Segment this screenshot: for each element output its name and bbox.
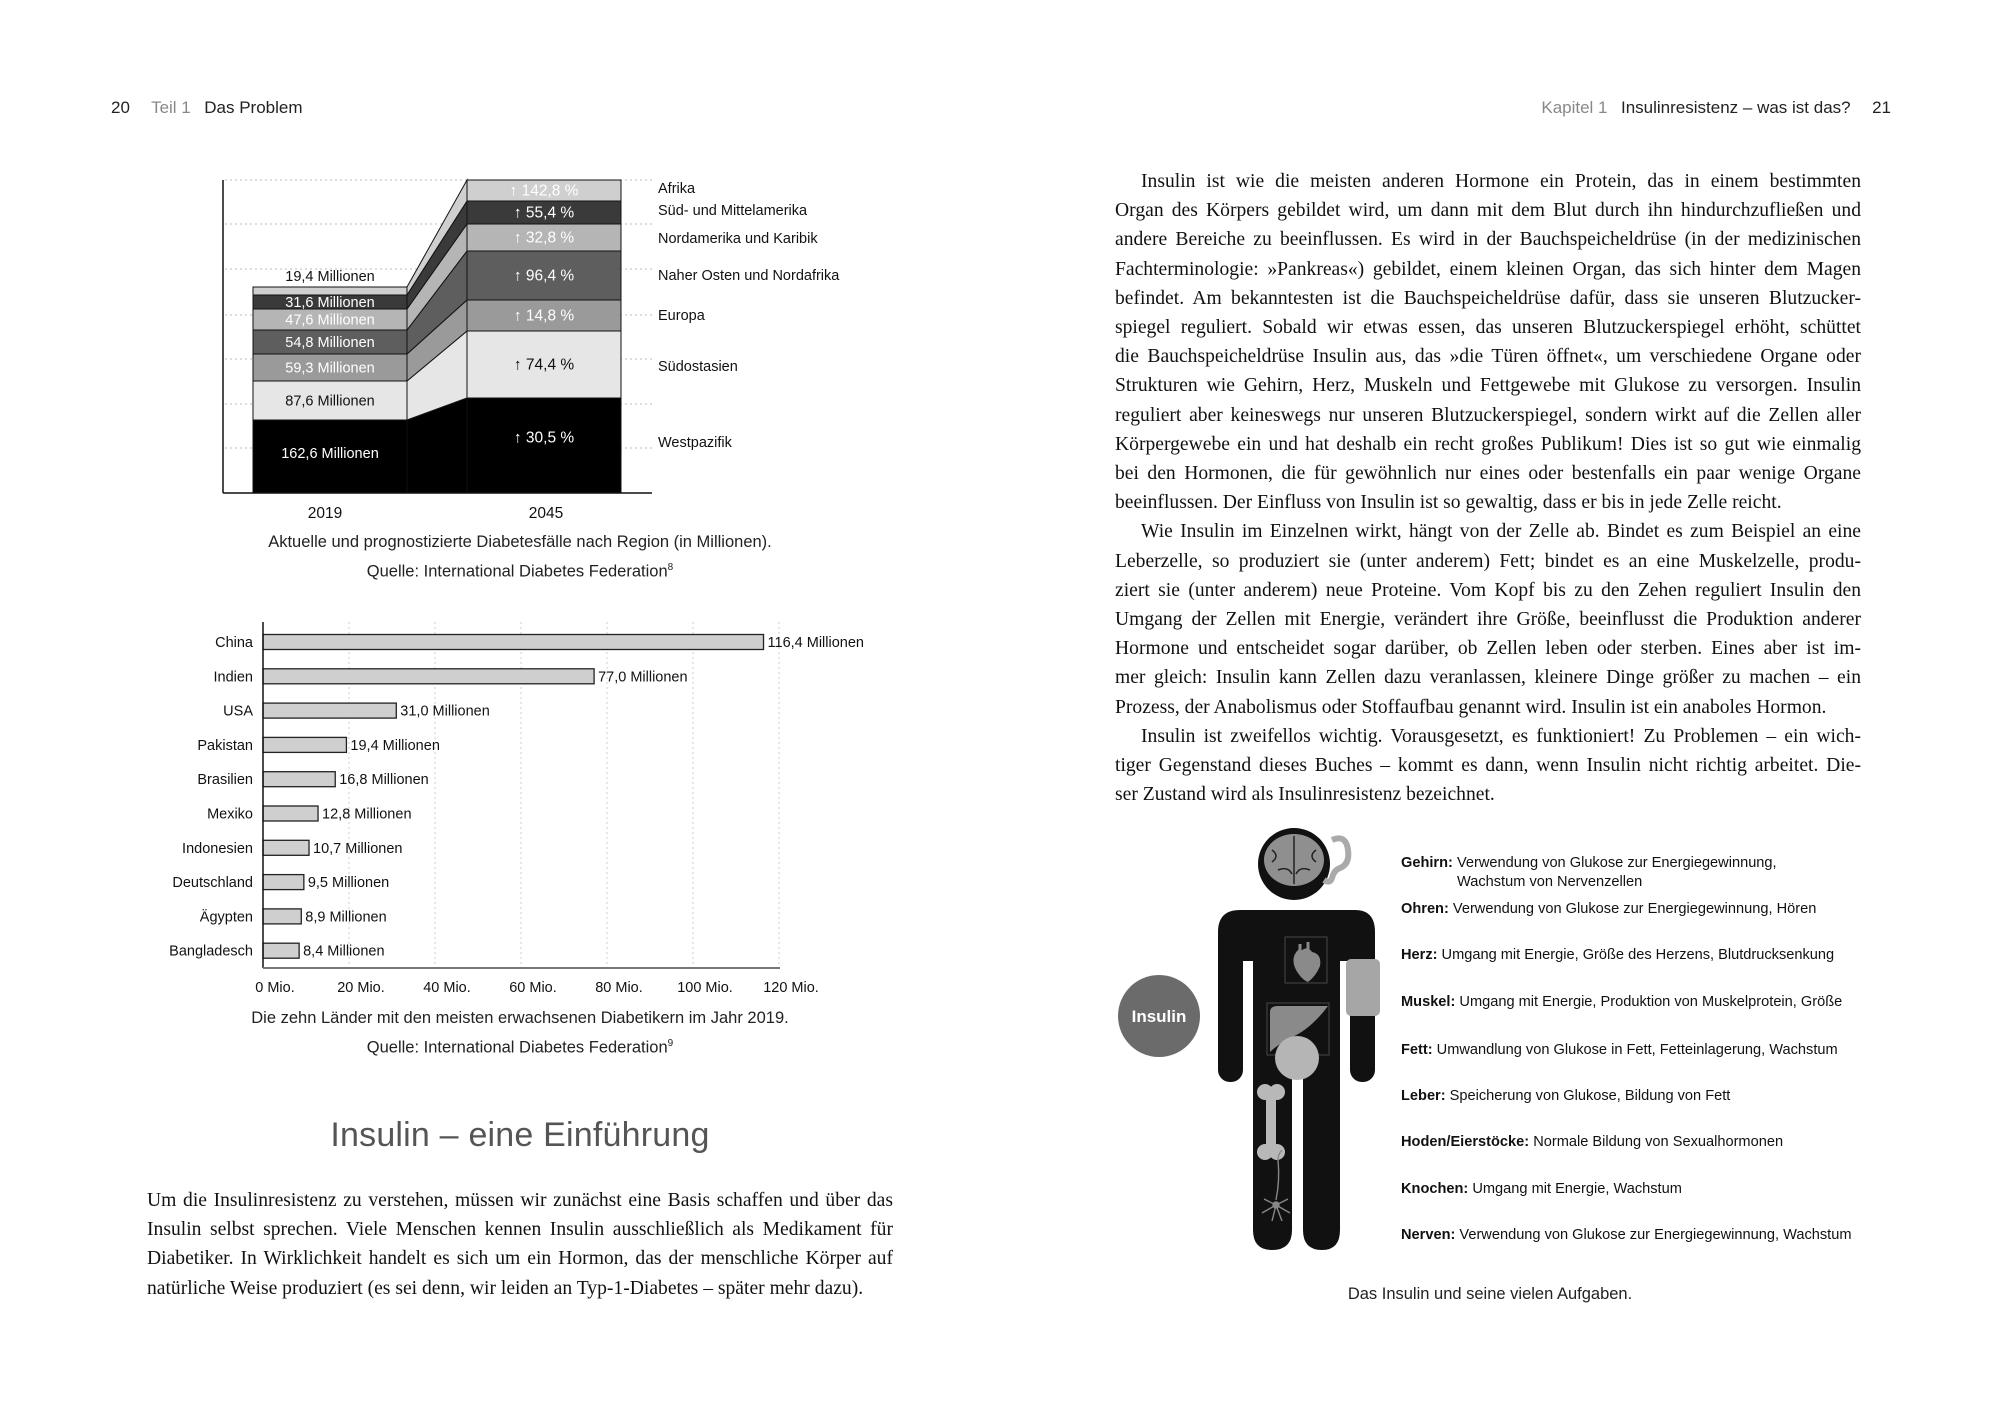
- text-line: Körpergewebe ein und hat deshalb ein recht großes Publikum! Dies ist so gut wie einmalig: [1115, 433, 1861, 455]
- text-line: Prozess, der Anabolismus oder Stoffaufbau genannt wird. Insulin ist ein anaboles Hormon.: [1115, 696, 1827, 718]
- x-tick-label: 80 Mio.: [595, 980, 643, 996]
- part-label: Teil 1: [151, 98, 191, 117]
- country-bar: [263, 943, 299, 958]
- growth-label: ↑ 74,4 %: [513, 356, 575, 374]
- category-2045: 2045: [528, 505, 564, 522]
- organ-function: Normale Bildung von Sexualhormonen: [1529, 1134, 1784, 1150]
- left-page-number: 20: [111, 98, 130, 117]
- chart2-caption-source: Quelle: International Diabetes Federation$^9$: [366, 1038, 674, 1057]
- value-label: 162,6 Millionen: [281, 446, 379, 462]
- country-label: Brasilien: [197, 772, 253, 789]
- text-line: Hormone und entscheidet sogar darüber, ob Zellen leben oder sterben. Eines aber ist im-: [1115, 638, 1861, 660]
- text-line: Um die Insulinresistenz zu verstehen, müssen wir zunächst eine Basis schaffen und über das: [147, 1190, 893, 1211]
- organ-function: Verwendung von Glukose zur Energiegewinnung, Hören: [1448, 901, 1817, 917]
- country-bar: [263, 703, 396, 718]
- x-tick-label: 0 Mio.: [255, 980, 295, 996]
- paragraph: [147, 1186, 893, 1303]
- text-line: Strukturen wie Gehirn, Herz, Muskeln und Fettgewebe mit Glukose zu versorgen. Insulin: [1115, 375, 1861, 397]
- text-line: Organ des Körpers gebildet wird, um dann mit dem Blut durch ihn hindurchzufließen und: [1115, 200, 1861, 222]
- figure-caption: Das Insulin und seine vielen Aufgaben.: [1347, 1285, 1633, 1303]
- organ-function: Verwendung von Glukose zur Energiegewinnung,: [1452, 855, 1777, 871]
- organ-role-item: [1401, 1180, 1682, 1199]
- muscle-icon: [1346, 959, 1380, 1016]
- country-bar: [263, 875, 304, 890]
- chart2-caption: [220, 1006, 820, 1061]
- bar-value-label: 31,0 Millionen: [400, 703, 490, 720]
- organ-name: Knochen:: [1401, 1181, 1469, 1197]
- legend-label: Naher Osten und Nordafrika: [658, 268, 840, 284]
- country-bar: [263, 840, 309, 855]
- section-heading: Insulin – eine Einführung: [330, 1116, 710, 1154]
- paragraph: [1115, 722, 1861, 810]
- country-label: Pakistan: [197, 737, 253, 754]
- text-line: reguliert aber keineswegs nur unseren Blutzuckerspiegel, sondern wirkt auf die Zellen aller: [1115, 404, 1861, 426]
- x-tick-label: 100 Mio.: [677, 980, 733, 996]
- bar-value-label: 77,0 Millionen: [598, 669, 688, 686]
- text-line: ser Zustand wird als Insulinresistenz bezeichnet.: [1115, 784, 1495, 806]
- organ-function: Umgang mit Energie, Produktion von Muskelprotein, Größe: [1455, 994, 1843, 1010]
- organ-function: Umgang mit Energie, Größe des Herzens, Blutdrucksenkung: [1437, 947, 1835, 963]
- right-body-text: [1115, 167, 1861, 809]
- chart1-caption: [220, 530, 820, 585]
- right-running-header: [1541, 98, 1891, 118]
- growth-label: ↑ 32,8 %: [513, 229, 575, 247]
- countries-bar-chart: [0, 600, 1000, 1000]
- legend-label: Süd- und Mittelamerika: [658, 203, 808, 219]
- chapter-title: Insulinresistenz – was ist das?: [1621, 98, 1851, 117]
- country-bar: [263, 737, 346, 752]
- country-label: Deutschland: [172, 875, 253, 892]
- bar-value-label: 8,9 Millionen: [305, 909, 387, 926]
- organ-role-item: [1401, 1041, 1838, 1060]
- insulin-body-figure: [1100, 820, 1400, 1260]
- bar-value-label: 12,8 Millionen: [322, 806, 412, 823]
- bar-value-label: 10,7 Millionen: [313, 840, 403, 857]
- value-label: 31,6 Millionen: [285, 295, 375, 311]
- country-label: Indonesien: [182, 840, 253, 857]
- growth-label: ↑ 142,8 %: [509, 182, 579, 200]
- text-line: befindet. Am bekanntesten ist die Bauchspeicheldrüse dafür, dass sie unseren Blutzucker-: [1115, 287, 1861, 309]
- country-bar: [263, 806, 318, 821]
- organ-role-item: [1401, 993, 1842, 1012]
- bar-value-label: 16,8 Millionen: [339, 772, 429, 789]
- right-page-number: 21: [1872, 98, 1891, 117]
- text-line: tiger Gegenstand dieses Buches – kommt es dann, wenn Insulin nicht richtig arbeitet. Die-: [1115, 755, 1861, 777]
- country-bar: [263, 669, 594, 684]
- text-line: bei den Hormonen, die für gewöhnlich nur eines oder bestenfalls ein paar wenige Organe: [1115, 463, 1861, 485]
- organ-function: Umwandlung von Glukose in Fett, Fetteinlagerung, Wachstum: [1432, 1042, 1838, 1058]
- legend-label: Westpazifik: [658, 435, 732, 451]
- value-label: 19,4 Millionen: [285, 269, 375, 285]
- country-label: Indien: [213, 669, 253, 686]
- text-line: spiegel reguliert. Sobald wir etwas essen, das unseren Blutzuckerspiegel erhöht, schüttet: [1115, 317, 1861, 339]
- text-line: natürliche Weise produziert (es sei denn, wir leiden an Typ-1-Diabetes – später mehr dazu).: [147, 1277, 864, 1299]
- text-line: Diabetiker. In Wirklichkeit handelt es sich um ein Hormon, das der menschliche Körper auf: [147, 1248, 893, 1270]
- organ-name: Ohren:: [1401, 901, 1449, 917]
- organ-function: Umgang mit Energie, Wachstum: [1468, 1181, 1682, 1197]
- organ-role-item: [1401, 946, 1834, 965]
- organ-name: Leber:: [1401, 1088, 1446, 1104]
- organ-role-item: [1401, 1226, 1852, 1245]
- bar-value-label: 116,4 Millionen: [767, 635, 864, 651]
- organ-role-item: [1401, 900, 1816, 919]
- x-tick-label: 40 Mio.: [423, 980, 471, 996]
- text-line: ziert sie (unter anderem) neue Proteine. Vom Kopf bis zu den Zehen reguliert Insulin den: [1115, 579, 1861, 601]
- legend-label: Europa: [658, 308, 705, 324]
- organ-role-item: [1401, 854, 1777, 892]
- text-line: Wie Insulin im Einzelnen wirkt, hängt von der Zelle ab. Bindet es zum Beispiel an eine: [1141, 521, 1861, 543]
- category-2019: 2019: [307, 505, 343, 522]
- organ-name: Muskel:: [1401, 994, 1456, 1010]
- organ-function: Verwendung von Glukose zur Energiegewinnung, Wachstum: [1455, 1227, 1852, 1243]
- insulin-bubble: [1118, 975, 1200, 1057]
- part-title: Das Problem: [204, 98, 303, 117]
- organ-role-item: [1401, 1087, 1730, 1106]
- organ-name: Hoden/Eierstöcke:: [1401, 1134, 1530, 1150]
- country-label: USA: [223, 703, 253, 720]
- text-line: andere Bereiche zu beeinflussen. Es wird in der Bauchspeicheldrüse (in der medizinischen: [1115, 229, 1861, 251]
- text-line: Fachterminologie: »Pankreas«) gebildet, einem kleinen Organ, das sich hinter dem Magen: [1115, 258, 1861, 280]
- intro-paragraph: [147, 1186, 893, 1303]
- organ-function: Speicherung von Glukose, Bildung von Fett: [1445, 1088, 1731, 1104]
- text-line: Umgang der Zellen mit Energie, verändert ihre Größe, beeinflusst die Produktion anderer: [1115, 609, 1861, 631]
- chart1-caption-source: Quelle: International Diabetes Federation$^8$: [366, 562, 674, 581]
- svg-text:Insulin: Insulin: [1131, 1007, 1187, 1026]
- country-label: Bangladesch: [169, 943, 253, 960]
- legend-label: Afrika: [658, 181, 696, 197]
- country-bar: [263, 635, 764, 650]
- value-label: 47,6 Millionen: [285, 312, 375, 329]
- text-line: die Bauchspeicheldrüse Insulin aus, das »die Türen öffnet«, um verschiedene Organe oder: [1115, 346, 1861, 368]
- organ-function-cont: Wachstum von Nervenzellen: [1457, 874, 1643, 890]
- text-line: Insulin selbst sprechen. Viele Menschen kennen Insulin ausschließlich als Medikament für: [147, 1219, 893, 1241]
- growth-label: ↑ 14,8 %: [513, 307, 575, 325]
- legend-label: Südostasien: [658, 359, 738, 375]
- bar-value-label: 8,4 Millionen: [303, 943, 385, 960]
- x-tick-label: 120 Mio.: [763, 980, 819, 996]
- chart2-caption-title: Die zehn Länder mit den meisten erwachsenen Diabetikern im Jahr 2019.: [251, 1009, 789, 1027]
- country-label: China: [215, 635, 253, 651]
- bar-segment-2019: [253, 287, 407, 295]
- x-tick-label: 60 Mio.: [509, 980, 557, 996]
- organ-role-item: [1401, 1133, 1783, 1152]
- growth-label: ↑ 30,5 %: [513, 429, 575, 447]
- paragraph: [1115, 517, 1861, 721]
- fat-icon: [1275, 1036, 1319, 1080]
- legend-label: Nordamerika und Karibik: [658, 231, 818, 247]
- organ-name: Gehirn:: [1401, 855, 1453, 871]
- text-line: mer gleich: Insulin kann Zellen dazu veranlassen, kleinere Dinge größer zu machen – ein: [1115, 667, 1861, 689]
- bar-value-label: 19,4 Millionen: [350, 737, 440, 754]
- value-label: 54,8 Millionen: [285, 335, 375, 351]
- organ-name: Herz:: [1401, 947, 1438, 963]
- value-label: 59,3 Millionen: [285, 360, 375, 377]
- bar-value-label: 9,5 Millionen: [307, 875, 390, 892]
- value-label: 87,6 Millionen: [285, 393, 375, 410]
- text-line: Insulin ist zweifellos wichtig. Vorausgesetzt, es funktioniert! Zu Problemen – ein wich-: [1141, 725, 1861, 747]
- country-bar: [263, 909, 301, 924]
- regional-stacked-chart: [0, 0, 1000, 540]
- text-line: beeinflussen. Der Einfluss von Insulin ist so gewaltig, dass er bis in jede Zelle reicht.: [1115, 492, 1782, 514]
- country-label: Mexiko: [207, 806, 253, 823]
- growth-label: ↑ 55,4 %: [513, 204, 575, 222]
- x-tick-label: 20 Mio.: [337, 980, 385, 996]
- country-label: Ägypten: [199, 909, 253, 926]
- organ-name: Fett:: [1401, 1042, 1433, 1058]
- growth-label: ↑ 96,4 %: [513, 267, 575, 285]
- paragraph: [1115, 167, 1861, 517]
- text-line: Insulin ist wie die meisten anderen Hormone ein Protein, das in einem bestimmten: [1141, 171, 1861, 192]
- chart1-caption-title: Aktuelle und prognostizierte Diabetesfälle nach Region (in Millionen).: [268, 533, 772, 551]
- country-bar: [263, 772, 335, 787]
- text-line: Leberzelle, so produziert sie (unter anderem) Fett; bindet es an eine Muskelzelle, produ-: [1115, 550, 1861, 572]
- organ-name: Nerven:: [1401, 1227, 1456, 1243]
- chapter-label: Kapitel 1: [1541, 98, 1608, 117]
